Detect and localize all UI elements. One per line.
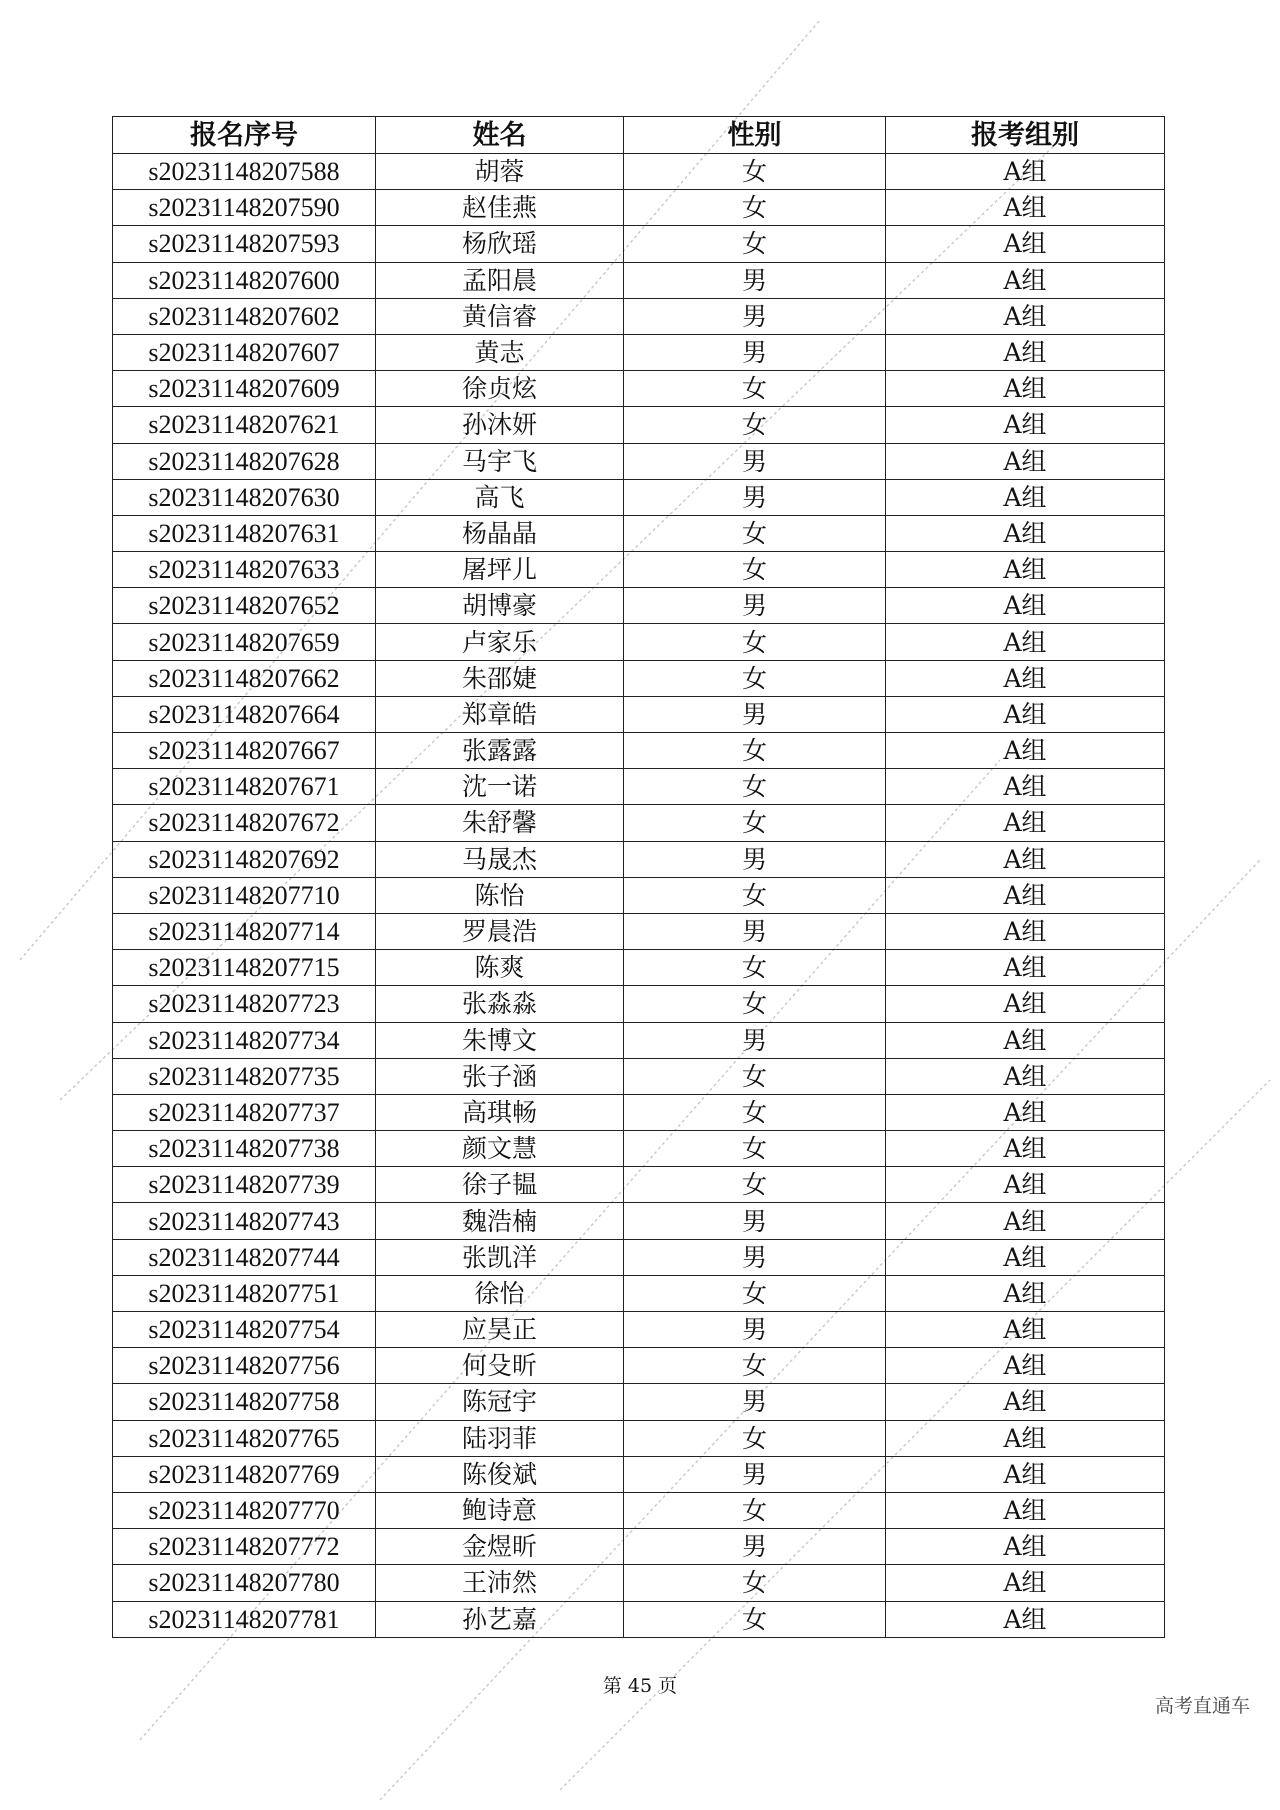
table-row — [113, 950, 1165, 986]
gender-cell: 男 — [624, 1456, 886, 1492]
table-row — [113, 1456, 1165, 1492]
table-row — [113, 913, 1165, 949]
table-row — [113, 515, 1165, 551]
registration-id-cell: s20231148207714 — [113, 913, 376, 949]
group-cell: A组 — [886, 1022, 1165, 1058]
registration-id-cell: s20231148207738 — [113, 1131, 376, 1167]
gender-cell: 男 — [624, 841, 886, 877]
gender-cell: 女 — [624, 660, 886, 696]
table-row — [113, 588, 1165, 624]
name-cell: 张露露 — [376, 733, 624, 769]
group-cell: A组 — [886, 1384, 1165, 1420]
name-cell: 郑章皓 — [376, 696, 624, 732]
registration-id-cell: s20231148207765 — [113, 1420, 376, 1456]
name-cell: 杨欣瑶 — [376, 226, 624, 262]
table-row — [113, 841, 1165, 877]
column-header-id: 报名序号 — [113, 117, 376, 154]
gender-cell: 男 — [624, 1529, 886, 1565]
registration-id-cell: s20231148207710 — [113, 877, 376, 913]
group-cell: A组 — [886, 1239, 1165, 1275]
name-cell: 颜文慧 — [376, 1131, 624, 1167]
table-row — [113, 1492, 1165, 1528]
registration-id-cell: s20231148207739 — [113, 1167, 376, 1203]
name-cell: 徐怡 — [376, 1275, 624, 1311]
group-cell: A组 — [886, 443, 1165, 479]
group-cell: A组 — [886, 298, 1165, 334]
name-cell: 朱博文 — [376, 1022, 624, 1058]
registration-id-cell: s20231148207631 — [113, 515, 376, 551]
table-row — [113, 1058, 1165, 1094]
registration-id-cell: s20231148207621 — [113, 407, 376, 443]
name-cell: 屠坪儿 — [376, 552, 624, 588]
table-row — [113, 805, 1165, 841]
name-cell: 孙艺嘉 — [376, 1601, 624, 1637]
group-cell: A组 — [886, 733, 1165, 769]
gender-cell: 男 — [624, 443, 886, 479]
table-row — [113, 1384, 1165, 1420]
name-cell: 王沛然 — [376, 1565, 624, 1601]
group-cell: A组 — [886, 805, 1165, 841]
name-cell: 张子涵 — [376, 1058, 624, 1094]
group-cell: A组 — [886, 262, 1165, 298]
table-row — [113, 1565, 1165, 1601]
page-number: 第 45 页 — [602, 1675, 678, 1697]
group-cell: A组 — [886, 226, 1165, 262]
registration-id-cell: s20231148207630 — [113, 479, 376, 515]
gender-cell: 男 — [624, 1203, 886, 1239]
name-cell: 何殳昕 — [376, 1348, 624, 1384]
gender-cell: 男 — [624, 479, 886, 515]
gender-cell: 女 — [624, 1094, 886, 1130]
group-cell: A组 — [886, 877, 1165, 913]
registration-id-cell: s20231148207664 — [113, 696, 376, 732]
table-row — [113, 443, 1165, 479]
gender-cell: 女 — [624, 1601, 886, 1637]
name-cell: 黄信睿 — [376, 298, 624, 334]
table-row — [113, 624, 1165, 660]
name-cell: 陈俊斌 — [376, 1456, 624, 1492]
group-cell: A组 — [886, 1456, 1165, 1492]
gender-cell: 女 — [624, 371, 886, 407]
group-cell: A组 — [886, 1529, 1165, 1565]
name-cell: 高琪畅 — [376, 1094, 624, 1130]
gender-cell: 男 — [624, 1022, 886, 1058]
table-row — [113, 1203, 1165, 1239]
registration-id-cell: s20231148207662 — [113, 660, 376, 696]
name-cell: 黄志 — [376, 334, 624, 370]
registration-id-cell: s20231148207754 — [113, 1312, 376, 1348]
group-cell: A组 — [886, 552, 1165, 588]
registration-id-cell: s20231148207667 — [113, 733, 376, 769]
registration-id-cell: s20231148207715 — [113, 950, 376, 986]
group-cell: A组 — [886, 1167, 1165, 1203]
group-cell: A组 — [886, 841, 1165, 877]
table-row — [113, 696, 1165, 732]
table-header-row — [113, 117, 1165, 154]
group-cell: A组 — [886, 913, 1165, 949]
registration-id-cell: s20231148207590 — [113, 190, 376, 226]
group-cell: A组 — [886, 696, 1165, 732]
name-cell: 朱舒馨 — [376, 805, 624, 841]
gender-cell: 女 — [624, 190, 886, 226]
registration-id-cell: s20231148207609 — [113, 371, 376, 407]
registration-id-cell: s20231148207593 — [113, 226, 376, 262]
table-row — [113, 190, 1165, 226]
registration-id-cell: s20231148207751 — [113, 1275, 376, 1311]
name-cell: 高飞 — [376, 479, 624, 515]
table-row — [113, 407, 1165, 443]
gender-cell: 女 — [624, 769, 886, 805]
table-row — [113, 1275, 1165, 1311]
registration-id-cell: s20231148207769 — [113, 1456, 376, 1492]
gender-cell: 女 — [624, 226, 886, 262]
gender-cell: 男 — [624, 298, 886, 334]
registration-id-cell: s20231148207737 — [113, 1094, 376, 1130]
gender-cell: 女 — [624, 552, 886, 588]
gender-cell: 女 — [624, 1167, 886, 1203]
registration-id-cell: s20231148207602 — [113, 298, 376, 334]
registration-id-cell: s20231148207780 — [113, 1565, 376, 1601]
registration-id-cell: s20231148207672 — [113, 805, 376, 841]
gender-cell: 女 — [624, 624, 886, 660]
registration-id-cell: s20231148207600 — [113, 262, 376, 298]
name-cell: 陆羽菲 — [376, 1420, 624, 1456]
table-row — [113, 1601, 1165, 1637]
table-row — [113, 986, 1165, 1022]
group-cell: A组 — [886, 334, 1165, 370]
gender-cell: 女 — [624, 154, 886, 190]
group-cell: A组 — [886, 986, 1165, 1022]
gender-cell: 男 — [624, 334, 886, 370]
gender-cell: 女 — [624, 805, 886, 841]
gender-cell: 男 — [624, 588, 886, 624]
name-cell: 杨晶晶 — [376, 515, 624, 551]
registration-id-cell: s20231148207744 — [113, 1239, 376, 1275]
group-cell: A组 — [886, 154, 1165, 190]
table-row — [113, 479, 1165, 515]
registration-id-cell: s20231148207734 — [113, 1022, 376, 1058]
registration-id-cell: s20231148207772 — [113, 1529, 376, 1565]
column-header-name: 姓名 — [376, 117, 624, 154]
gender-cell: 男 — [624, 913, 886, 949]
group-cell: A组 — [886, 1094, 1165, 1130]
name-cell: 胡蓉 — [376, 154, 624, 190]
registration-id-cell: s20231148207758 — [113, 1384, 376, 1420]
gender-cell: 女 — [624, 733, 886, 769]
registration-id-cell: s20231148207659 — [113, 624, 376, 660]
registration-id-cell: s20231148207588 — [113, 154, 376, 190]
group-cell: A组 — [886, 371, 1165, 407]
table-row — [113, 733, 1165, 769]
table-row — [113, 1348, 1165, 1384]
name-cell: 孙沐妍 — [376, 407, 624, 443]
name-cell: 陈爽 — [376, 950, 624, 986]
group-cell: A组 — [886, 1203, 1165, 1239]
group-cell: A组 — [886, 1492, 1165, 1528]
name-cell: 应昊正 — [376, 1312, 624, 1348]
table-row — [113, 877, 1165, 913]
table-row — [113, 371, 1165, 407]
registration-id-cell: s20231148207652 — [113, 588, 376, 624]
registration-id-cell: s20231148207756 — [113, 1348, 376, 1384]
name-cell: 孟阳晨 — [376, 262, 624, 298]
name-cell: 马晟杰 — [376, 841, 624, 877]
registration-id-cell: s20231148207671 — [113, 769, 376, 805]
registration-id-cell: s20231148207692 — [113, 841, 376, 877]
column-header-group: 报考组别 — [886, 117, 1165, 154]
group-cell: A组 — [886, 1565, 1165, 1601]
table-row — [113, 1131, 1165, 1167]
column-header-gender: 性别 — [624, 117, 886, 154]
group-cell: A组 — [886, 190, 1165, 226]
gender-cell: 男 — [624, 262, 886, 298]
registration-id-cell: s20231148207607 — [113, 334, 376, 370]
group-cell: A组 — [886, 1131, 1165, 1167]
registration-id-cell: s20231148207743 — [113, 1203, 376, 1239]
gender-cell: 女 — [624, 515, 886, 551]
table-row — [113, 226, 1165, 262]
name-cell: 张淼淼 — [376, 986, 624, 1022]
table-row — [113, 1239, 1165, 1275]
group-cell: A组 — [886, 1601, 1165, 1637]
name-cell: 赵佳燕 — [376, 190, 624, 226]
group-cell: A组 — [886, 660, 1165, 696]
table-row — [113, 1312, 1165, 1348]
roster-table — [112, 116, 1165, 1638]
gender-cell: 女 — [624, 407, 886, 443]
table-row — [113, 552, 1165, 588]
gender-cell: 女 — [624, 1131, 886, 1167]
group-cell: A组 — [886, 407, 1165, 443]
group-cell: A组 — [886, 1275, 1165, 1311]
name-cell: 徐子韫 — [376, 1167, 624, 1203]
registration-id-cell: s20231148207628 — [113, 443, 376, 479]
table-row — [113, 769, 1165, 805]
table-row — [113, 154, 1165, 190]
name-cell: 胡博豪 — [376, 588, 624, 624]
group-cell: A组 — [886, 588, 1165, 624]
table-row — [113, 1420, 1165, 1456]
table-row — [113, 298, 1165, 334]
group-cell: A组 — [886, 950, 1165, 986]
registration-id-cell: s20231148207723 — [113, 986, 376, 1022]
gender-cell: 女 — [624, 1348, 886, 1384]
gender-cell: 女 — [624, 1492, 886, 1528]
table-row — [113, 1529, 1165, 1565]
name-cell: 朱邵婕 — [376, 660, 624, 696]
name-cell: 金煜昕 — [376, 1529, 624, 1565]
name-cell: 陈怡 — [376, 877, 624, 913]
gender-cell: 女 — [624, 1565, 886, 1601]
group-cell: A组 — [886, 1420, 1165, 1456]
table-row — [113, 660, 1165, 696]
name-cell: 罗晨浩 — [376, 913, 624, 949]
registration-id-cell: s20231148207770 — [113, 1492, 376, 1528]
group-cell: A组 — [886, 515, 1165, 551]
gender-cell: 男 — [624, 1239, 886, 1275]
gender-cell: 女 — [624, 1420, 886, 1456]
group-cell: A组 — [886, 1058, 1165, 1094]
gender-cell: 男 — [624, 696, 886, 732]
registration-id-cell: s20231148207735 — [113, 1058, 376, 1094]
corner-label: 高考直通车 — [1154, 1695, 1250, 1717]
gender-cell: 女 — [624, 877, 886, 913]
gender-cell: 男 — [624, 1312, 886, 1348]
group-cell: A组 — [886, 1312, 1165, 1348]
table-row — [113, 1094, 1165, 1130]
registration-id-cell: s20231148207781 — [113, 1601, 376, 1637]
name-cell: 马宇飞 — [376, 443, 624, 479]
table-body — [113, 154, 1165, 1638]
group-cell: A组 — [886, 624, 1165, 660]
group-cell: A组 — [886, 769, 1165, 805]
gender-cell: 女 — [624, 1058, 886, 1094]
name-cell: 徐贞炫 — [376, 371, 624, 407]
table-row — [113, 1022, 1165, 1058]
table-row — [113, 334, 1165, 370]
group-cell: A组 — [886, 1348, 1165, 1384]
registration-id-cell: s20231148207633 — [113, 552, 376, 588]
name-cell: 陈冠宇 — [376, 1384, 624, 1420]
gender-cell: 男 — [624, 1384, 886, 1420]
gender-cell: 女 — [624, 950, 886, 986]
name-cell: 张凯洋 — [376, 1239, 624, 1275]
name-cell: 卢家乐 — [376, 624, 624, 660]
name-cell: 鲍诗意 — [376, 1492, 624, 1528]
gender-cell: 女 — [624, 986, 886, 1022]
name-cell: 魏浩楠 — [376, 1203, 624, 1239]
table-row — [113, 262, 1165, 298]
group-cell: A组 — [886, 479, 1165, 515]
table-row — [113, 1167, 1165, 1203]
name-cell: 沈一诺 — [376, 769, 624, 805]
gender-cell: 女 — [624, 1275, 886, 1311]
